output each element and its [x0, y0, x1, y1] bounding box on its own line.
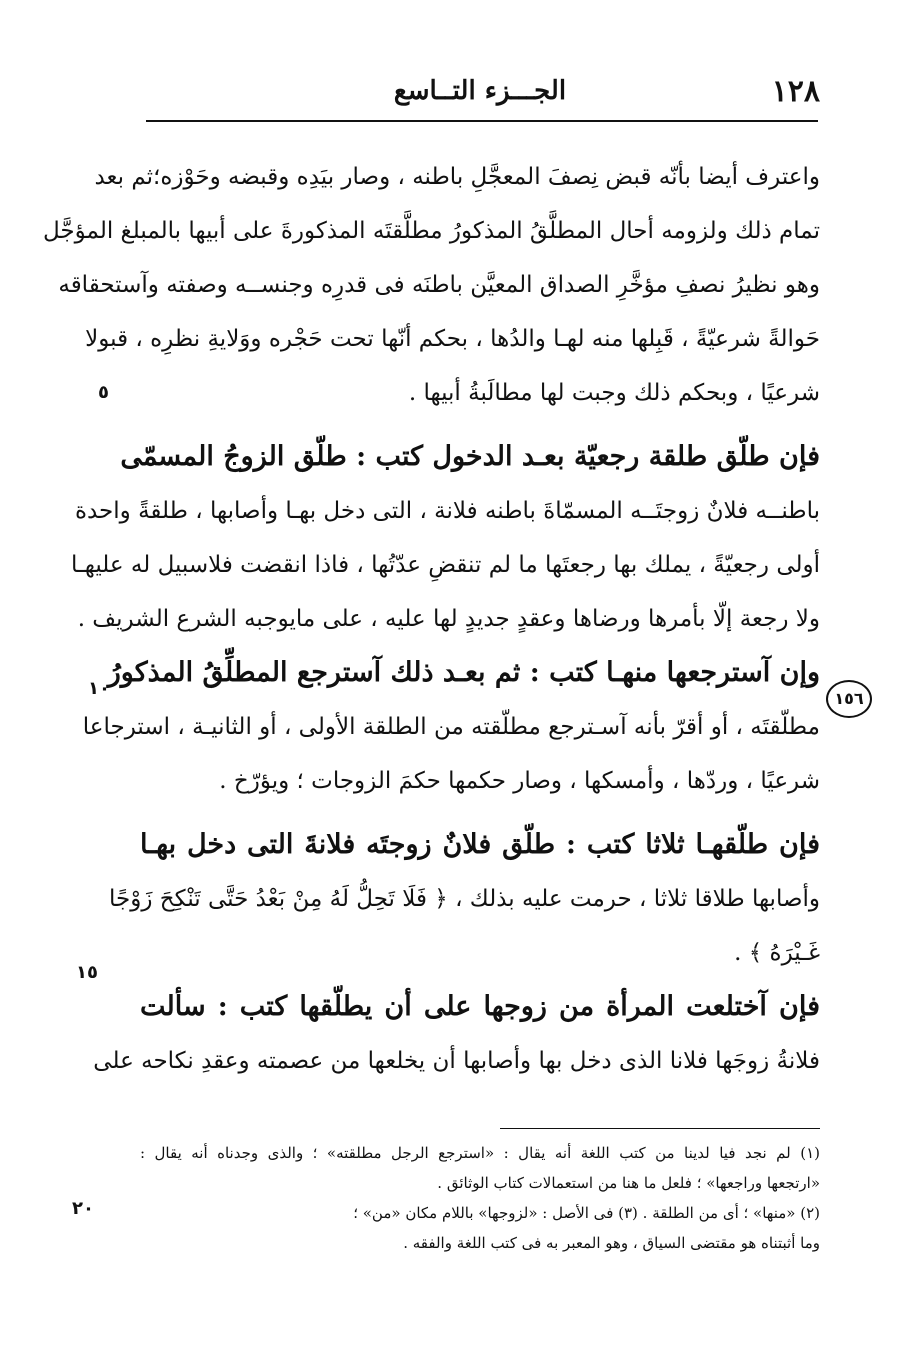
text-line: باطنــه فلانٌ زوجتَــه المسمّاةَ باطنه فلانة ، التى دخل بهـا وأصابها ، طلقةً واحدة — [74, 498, 820, 524]
section-heading-line: فإن طلّقهـا ثلاثا كتب : طلّق فلانٌ زوجتَه فلانةَ التى دخل بهـا — [140, 829, 820, 860]
header-rule — [146, 120, 818, 122]
text-line: وأصابها طلاقا ثلاثا ، حرمت عليه بذلك ، ﴿ فَلَا تَحِلُّ لَهُ مِنْ بَعْدُ حَتَّى تَنْكِحَ زَوْجًا — [109, 886, 820, 912]
page-number: ١٢٨ — [771, 74, 820, 109]
text-line: غَـيْرَهُ ﴾ . — [734, 940, 820, 966]
line-number-20: ٢٠ — [72, 1198, 94, 1219]
paragraph — [43, 150, 820, 420]
footnote-line: (٢) «منها» ؛ أى من الطلقة . (٣) فى الأصل : «لزوجها» باللام مكان «من» ؛ — [353, 1204, 820, 1222]
text-line: تمام ذلك ولزومه أحال المطلَّقُ المذكورُ مطلَّقتَه المذكورةَ على أبيها بالمبلغ المؤجَّل — [43, 218, 820, 244]
page-header — [140, 70, 820, 118]
section-heading-line: فإن آختلعت المرأة من زوجها على أن يطلّقها كتب : سألت — [140, 991, 820, 1022]
footnote-line: «ارتجعها وراجعها» ؛ فلعل ما هنا من استعمالات كتاب الوثائق . — [437, 1174, 820, 1192]
section-heading-line: فإن طلّق طلقة رجعيّة بعـد الدخول كتب : طلّق الزوجُ المسمّى — [120, 441, 820, 472]
line-number-5: ٥ — [98, 382, 109, 403]
text-line: أولى رجعيّةً ، يملك بها رجعتَها ما لم تنقضِ عدّتُها ، فاذا انقضت فلاسبيل له عليهـا — [70, 552, 820, 578]
paragraph — [109, 818, 820, 980]
running-title: الجـــزء التــاسع — [393, 76, 567, 106]
paragraph — [70, 430, 820, 646]
line-number-10: ١٠ — [88, 678, 110, 699]
footnote-rule — [500, 1128, 820, 1129]
section-heading-line: وإن آسترجعها منهـا كتب : ثم بعـد ذلك آسترجع المطلِّقُ المذكورُ — [107, 657, 820, 688]
line-number-15: ١٥ — [76, 962, 98, 983]
footnotes — [140, 1138, 820, 1258]
text-line: ولا رجعة إلّا بأمرها ورضاها وعقدٍ جديدٍ لها عليه ، على مايوجبه الشرع الشريف . — [77, 606, 820, 632]
text-line: وهو نظيرُ نصفِ مؤخَّرِ الصداق المعيَّن باطنَه فى قدرِه وجنســه وصفته وآستحقاقه — [58, 272, 820, 298]
text-line: حَوالةً شرعيّةً ، قَبِلها منه لهـا والدُها ، بحكم أنّها تحت حَجْره ووَلايةِ نظرِه ، قبولا — [85, 326, 820, 352]
text-line: مطلّقتَه ، أو أقرّ بأنه آسـترجع مطلّقته من الطلقة الأولى ، أو الثانيـة ، استرجاعا — [82, 714, 820, 740]
footnote-line: (١) لم نجد فيا لدينا من كتب اللغة أنه يقال : «استرجع الرجل مطلقته» ؛ والذى وجدناه أنه يقال : — [140, 1144, 820, 1162]
paragraph — [93, 980, 820, 1088]
text-line: واعترف أيضا بأنّه قبض نِصفَ المعجَّلِ باطنه ، وصار بيَدِه وقبضه وحَوْزه؛ثم بعد — [94, 164, 820, 190]
footnote-line: وما أثبتناه هو مقتضى السياق ، وهو المعبر به فى كتب اللغة والفقه . — [403, 1234, 820, 1252]
manuscript-folio-marker: ١٥٦ — [826, 680, 872, 718]
text-line: شرعيًا ، وبحكم ذلك وجبت لها مطالَبةُ أبيها . — [408, 380, 820, 406]
text-line: فلانةُ زوجَها فلانا الذى دخل بها وأصابها أن يخلعها من عصمته وعقدِ نكاحه على — [93, 1048, 820, 1074]
text-line: شرعيًا ، وردّها ، وأمسكها ، وصار حكمها حكمَ الزوجات ؛ ويؤرّخ . — [219, 768, 820, 794]
